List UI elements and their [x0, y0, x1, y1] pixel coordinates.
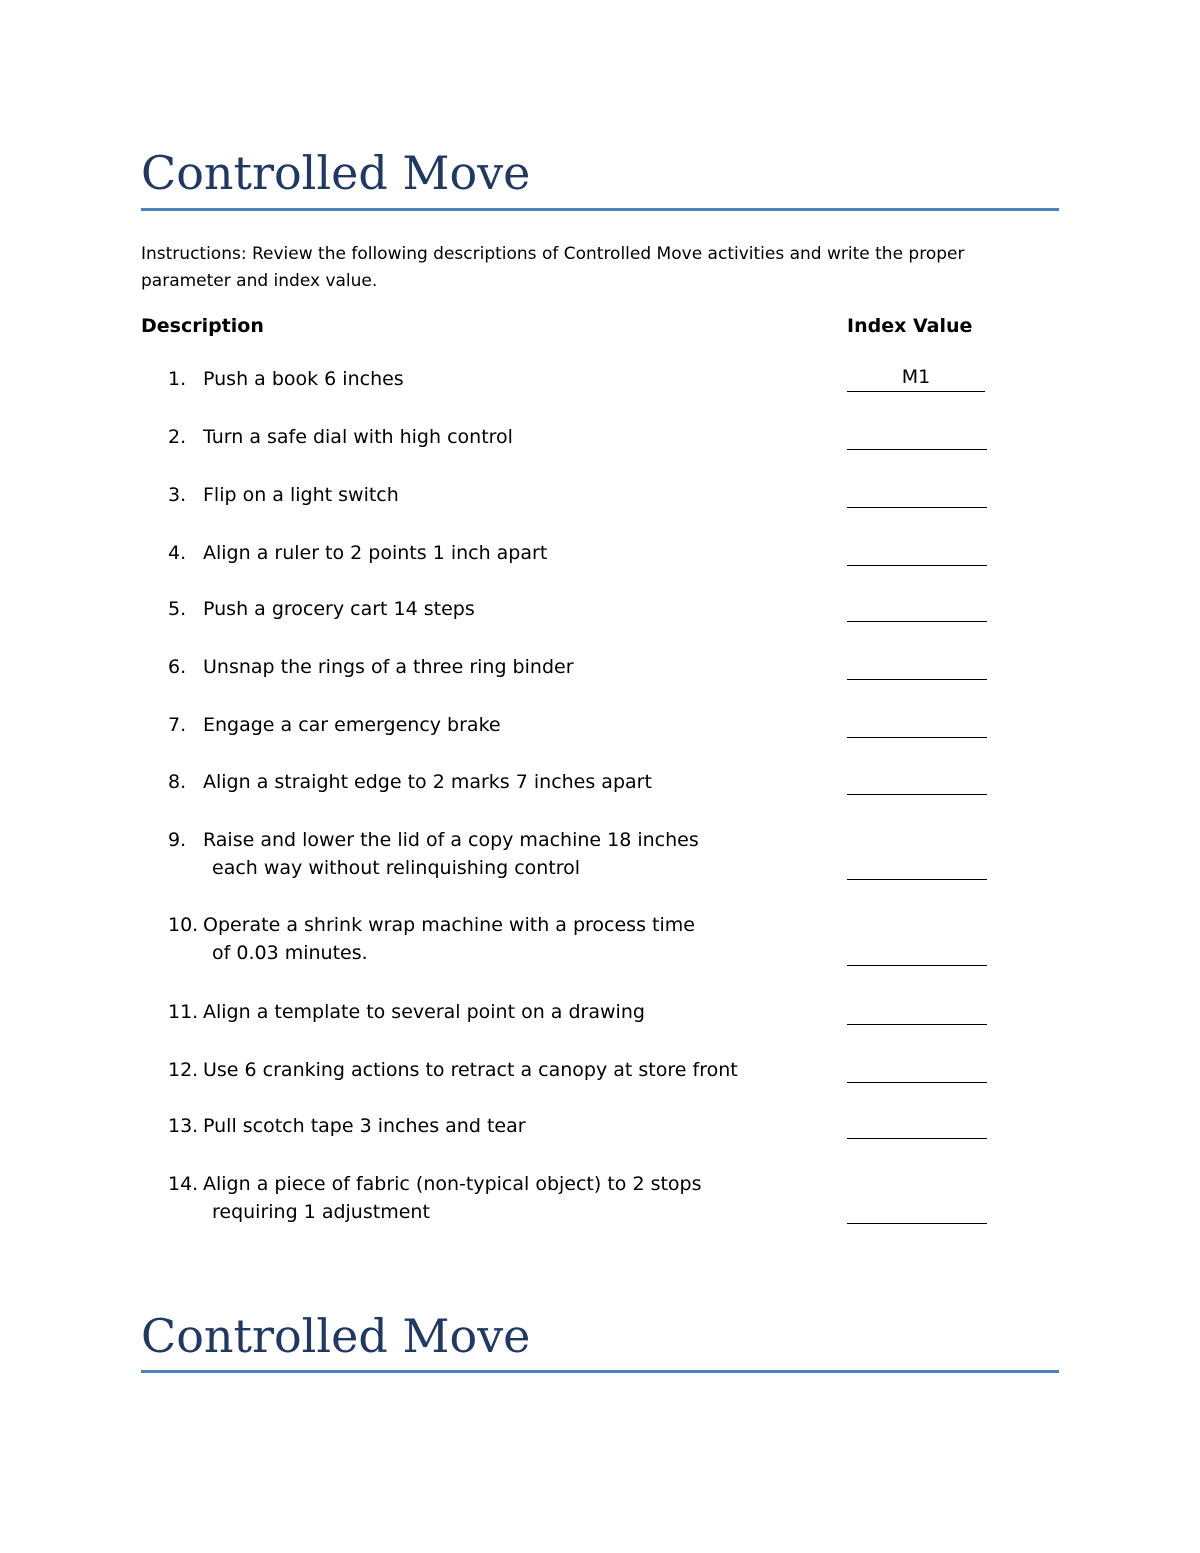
question-line-continued: each way without relinquishing control [212, 857, 581, 879]
answer-blank[interactable] [847, 710, 987, 738]
question-number: 12. [168, 1059, 199, 1081]
question-text [203, 365, 813, 393]
answer-blank[interactable] [847, 997, 987, 1025]
page-title: Controlled Move [141, 146, 531, 200]
title-underline [141, 208, 1059, 211]
question-line-continued: requiring 1 adjustment [212, 1201, 430, 1223]
question-line: Turn a safe dial with high control [203, 426, 513, 448]
answer-blank[interactable] [847, 538, 987, 566]
question-line: Push a book 6 inches [203, 368, 404, 390]
question-line: Flip on a light switch [203, 484, 399, 506]
question-text [203, 711, 813, 739]
question-line: Align a ruler to 2 points 1 inch apart [203, 542, 548, 564]
question-number: 7. [168, 714, 187, 736]
answer-blank[interactable] [847, 594, 987, 622]
question-line: Push a grocery cart 14 steps [203, 598, 475, 620]
question-text [203, 423, 813, 451]
question-text [203, 653, 813, 681]
question-text [203, 768, 813, 796]
answer-blank[interactable] [847, 480, 987, 508]
question-line: Operate a shrink wrap machine with a process time [203, 914, 695, 936]
question-text [203, 539, 813, 567]
question-text [203, 911, 813, 967]
question-number: 10. [168, 914, 199, 936]
question-text [203, 826, 813, 882]
question-line-continued: of 0.03 minutes. [212, 942, 368, 964]
question-number: 2. [168, 426, 187, 448]
answer-blank[interactable] [847, 652, 987, 680]
question-number: 14. [168, 1173, 199, 1195]
question-number: 6. [168, 656, 187, 678]
question-number: 1. [168, 368, 187, 390]
question-number: 4. [168, 542, 187, 564]
question-number: 11. [168, 1001, 199, 1023]
question-text [203, 1056, 813, 1084]
question-text [203, 595, 813, 623]
question-number: 9. [168, 829, 187, 851]
question-text [203, 481, 813, 509]
question-line: Unsnap the rings of a three ring binder [203, 656, 574, 678]
question-number: 13. [168, 1115, 199, 1137]
answer-blank[interactable] [847, 1055, 987, 1083]
question-line: Align a straight edge to 2 marks 7 inches apart [203, 771, 652, 793]
question-line: Engage a car emergency brake [203, 714, 501, 736]
answer-blank[interactable] [847, 422, 987, 450]
question-text [203, 998, 813, 1026]
question-number: 3. [168, 484, 187, 506]
answer-blank[interactable] [847, 1196, 987, 1224]
question-line: Align a piece of fabric (non-typical object) to 2 stops [203, 1173, 702, 1195]
answer-blank[interactable] [847, 852, 987, 880]
description-column-header: Description [141, 315, 264, 337]
question-line: Pull scotch tape 3 inches and tear [203, 1115, 526, 1137]
question-text [203, 1112, 813, 1140]
answer-blank[interactable] [847, 767, 987, 795]
answer-blank[interactable] [847, 938, 987, 966]
question-line: Align a template to several point on a drawing [203, 1001, 645, 1023]
question-line: Use 6 cranking actions to retract a canopy at store front [203, 1059, 738, 1081]
answer-blank[interactable]: M1 [847, 364, 985, 392]
question-number: 8. [168, 771, 187, 793]
question-line: Raise and lower the lid of a copy machine 18 inches [203, 829, 699, 851]
question-number: 5. [168, 598, 187, 620]
second-page-title: Controlled Move [141, 1309, 531, 1363]
question-text [203, 1170, 813, 1226]
index-value-column-header: Index Value [847, 315, 973, 337]
second-title-underline [141, 1370, 1059, 1373]
answer-blank[interactable] [847, 1111, 987, 1139]
instructions-text: Instructions: Review the following descriptions of Controlled Move activities and write the proper parameter and index value. [141, 244, 965, 291]
